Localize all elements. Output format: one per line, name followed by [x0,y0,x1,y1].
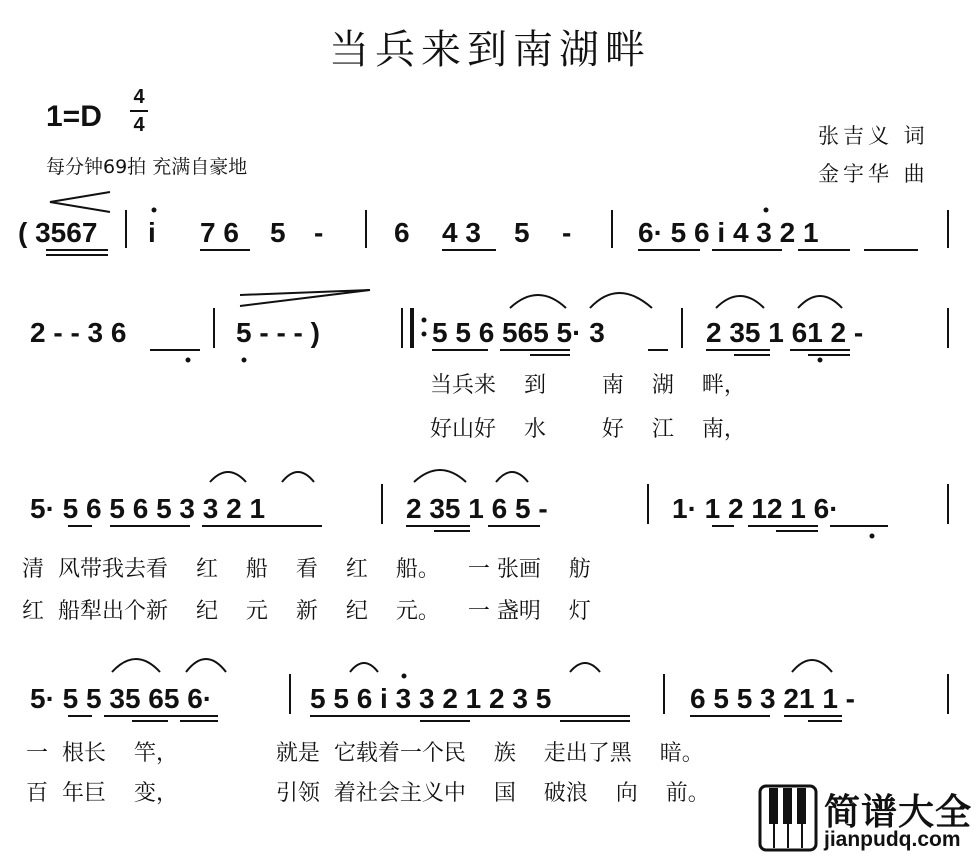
svg-text:2 35 1 6 5 -: 2 35 1 6 5 - [406,493,548,524]
svg-text:5 - - - ): 5 - - - ) [236,317,320,348]
svg-text:5 5 6 i 3 3 2 1 2 3 5: 5 5 6 i 3 3 2 1 2 3 5 [310,683,552,714]
lyrics-row4-verse1: 一 根长 竿， 就是 它载着一个民 族 走出了黑 暗。 [26,741,704,766]
svg-text:5 5 6 565 5· 3: 5 5 6 565 5· 3 [432,317,605,348]
crescendo-mark [50,192,110,212]
lyricist-credit: 张吉义 词 [818,124,929,148]
note-row2: 2 - - 3 6 [30,317,127,348]
svg-text:5: 5 [514,217,530,248]
svg-text:-: - [562,217,572,248]
composer-credit: 金宇华 曲 [818,162,929,186]
svg-text:-: - [314,217,324,248]
svg-text:6 5 5 3 21 1 -: 6 5 5 3 21 1 - [690,683,856,714]
lyrics-row2-verse2: 好山好 水 好 江 南， [430,417,746,442]
key-signature: 1=D [46,100,102,133]
time-signature-top: 4 [133,86,145,108]
svg-text:4 3: 4 3 [442,217,481,248]
svg-text:6: 6 [394,217,410,248]
lyrics-row3-verse2: 红 船犁出个新 纪 元 新 纪 元。 一 盏明 灯 [22,599,591,624]
lyrics-row2-verse1: 当兵来 到 南 湖 畔， [430,373,746,398]
svg-text:7 6: 7 6 [200,217,239,248]
watermark-logo [756,782,980,855]
note-row4: 5· 5 5 35 65 6· [30,683,213,714]
time-signature [128,84,150,138]
svg-text:6· 5 6 i 4 3 2 1: 6· 5 6 i 4 3 2 1 [638,217,819,248]
notation-staff [0,180,980,800]
tempo-marking: 每分钟69拍 充满自豪地 [46,156,248,178]
svg-text:i: i [148,217,156,248]
song-title: 当兵来到南湖畔 [329,27,651,73]
note-row3: 5· 5 6 5 6 5 3 3 2 1 [30,493,266,524]
svg-text:5: 5 [270,217,286,248]
note-row1: ( 3567 [18,217,98,248]
lyrics-row4-verse2: 百 年巨 变， 引领 着社会主义中 国 破浪 向 前。 [26,781,710,806]
svg-text:1· 1 2 12 1 6·: 1· 1 2 12 1 6· [672,493,839,524]
watermark-url: jianpudq.com [824,828,961,851]
time-signature-bottom: 4 [133,114,145,136]
watermark-name: 简谱大全 [824,792,973,833]
lyrics-row3-verse1: 清 风带我去看 红 船 看 红 船。 一 张画 舫 [22,557,591,582]
svg-text:2 35 1 61 2 -: 2 35 1 61 2 - [706,317,864,348]
